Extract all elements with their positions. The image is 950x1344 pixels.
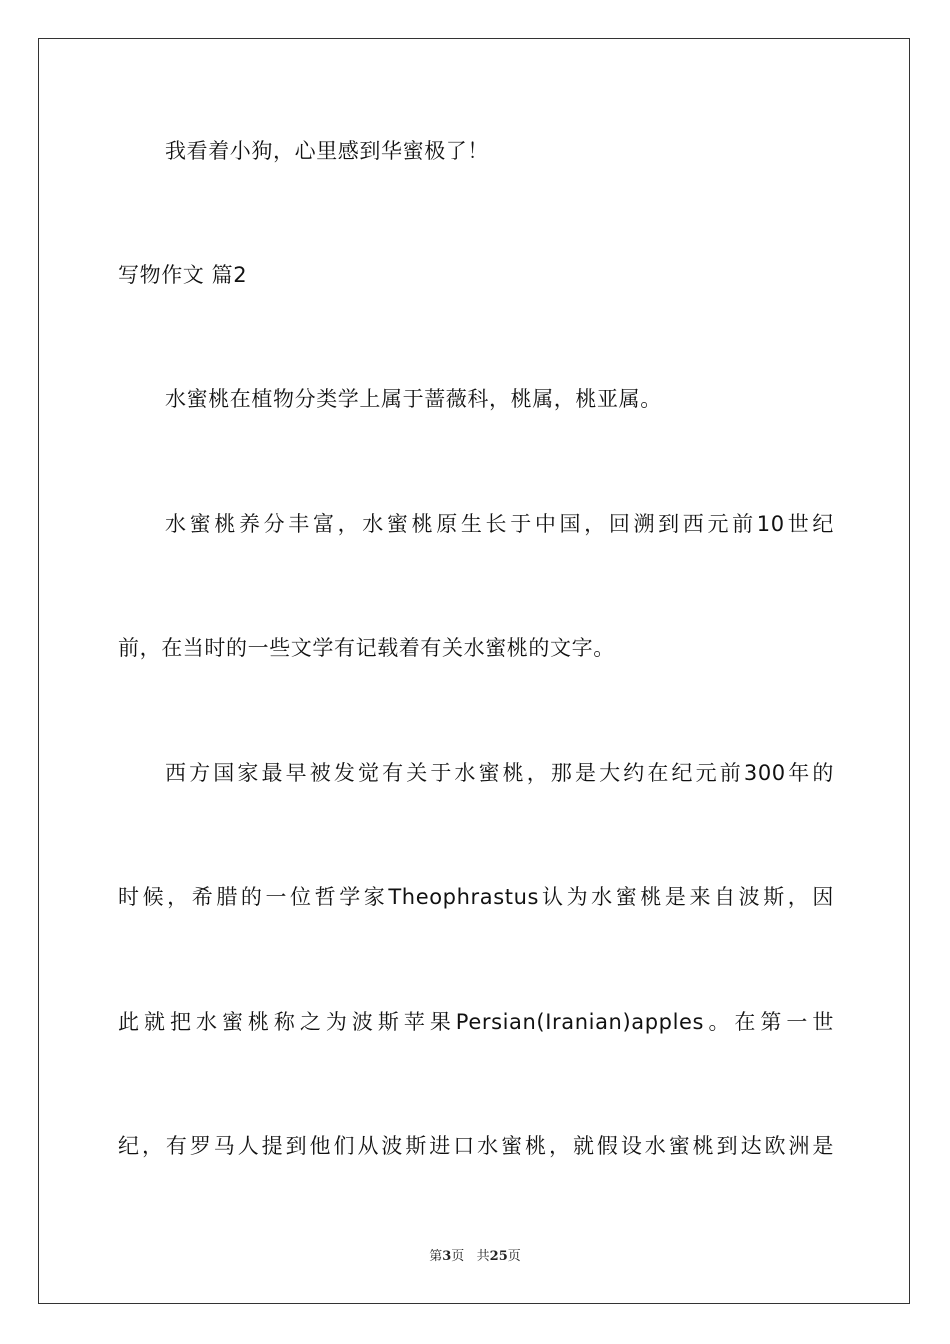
paragraph-line-1: 我看着小狗，心里感到华蜜极了！ (165, 139, 489, 163)
footer-suffix: 页 (507, 1249, 521, 1264)
paragraph-line-7: 此就把水蜜桃称之为波斯苹果Persian(Iranian)apples。在第一世 (118, 1010, 834, 1034)
paragraph-line-3: 水蜜桃养分丰富，水蜜桃原生长于中国，回溯到西元前10世纪 (165, 512, 834, 536)
footer-current-page: 3 (442, 1249, 452, 1264)
section-heading: 写物作文 篇2 (118, 263, 248, 287)
paragraph-line-6: 时候，希腊的一位哲学家Theophrastus认为水蜜桃是来自波斯，因 (118, 885, 834, 909)
paragraph-line-8: 纪，有罗马人提到他们从波斯进口水蜜桃，就假设水蜜桃到达欧洲是 (118, 1134, 834, 1158)
footer-middle: 页 共 (451, 1249, 490, 1264)
footer-prefix: 第 (429, 1249, 443, 1264)
paragraph-line-4: 前，在当时的一些文学有记载着有关水蜜桃的文字。 (118, 636, 615, 660)
paragraph-line-2: 水蜜桃在植物分类学上属于蔷薇科，桃属，桃亚属。 (165, 387, 662, 411)
footer-total-pages: 25 (489, 1249, 508, 1264)
paragraph-line-5: 西方国家最早被发觉有关于水蜜桃，那是大约在纪元前300年的 (165, 761, 834, 785)
page-border (38, 38, 910, 1304)
page-footer (0, 1248, 950, 1266)
